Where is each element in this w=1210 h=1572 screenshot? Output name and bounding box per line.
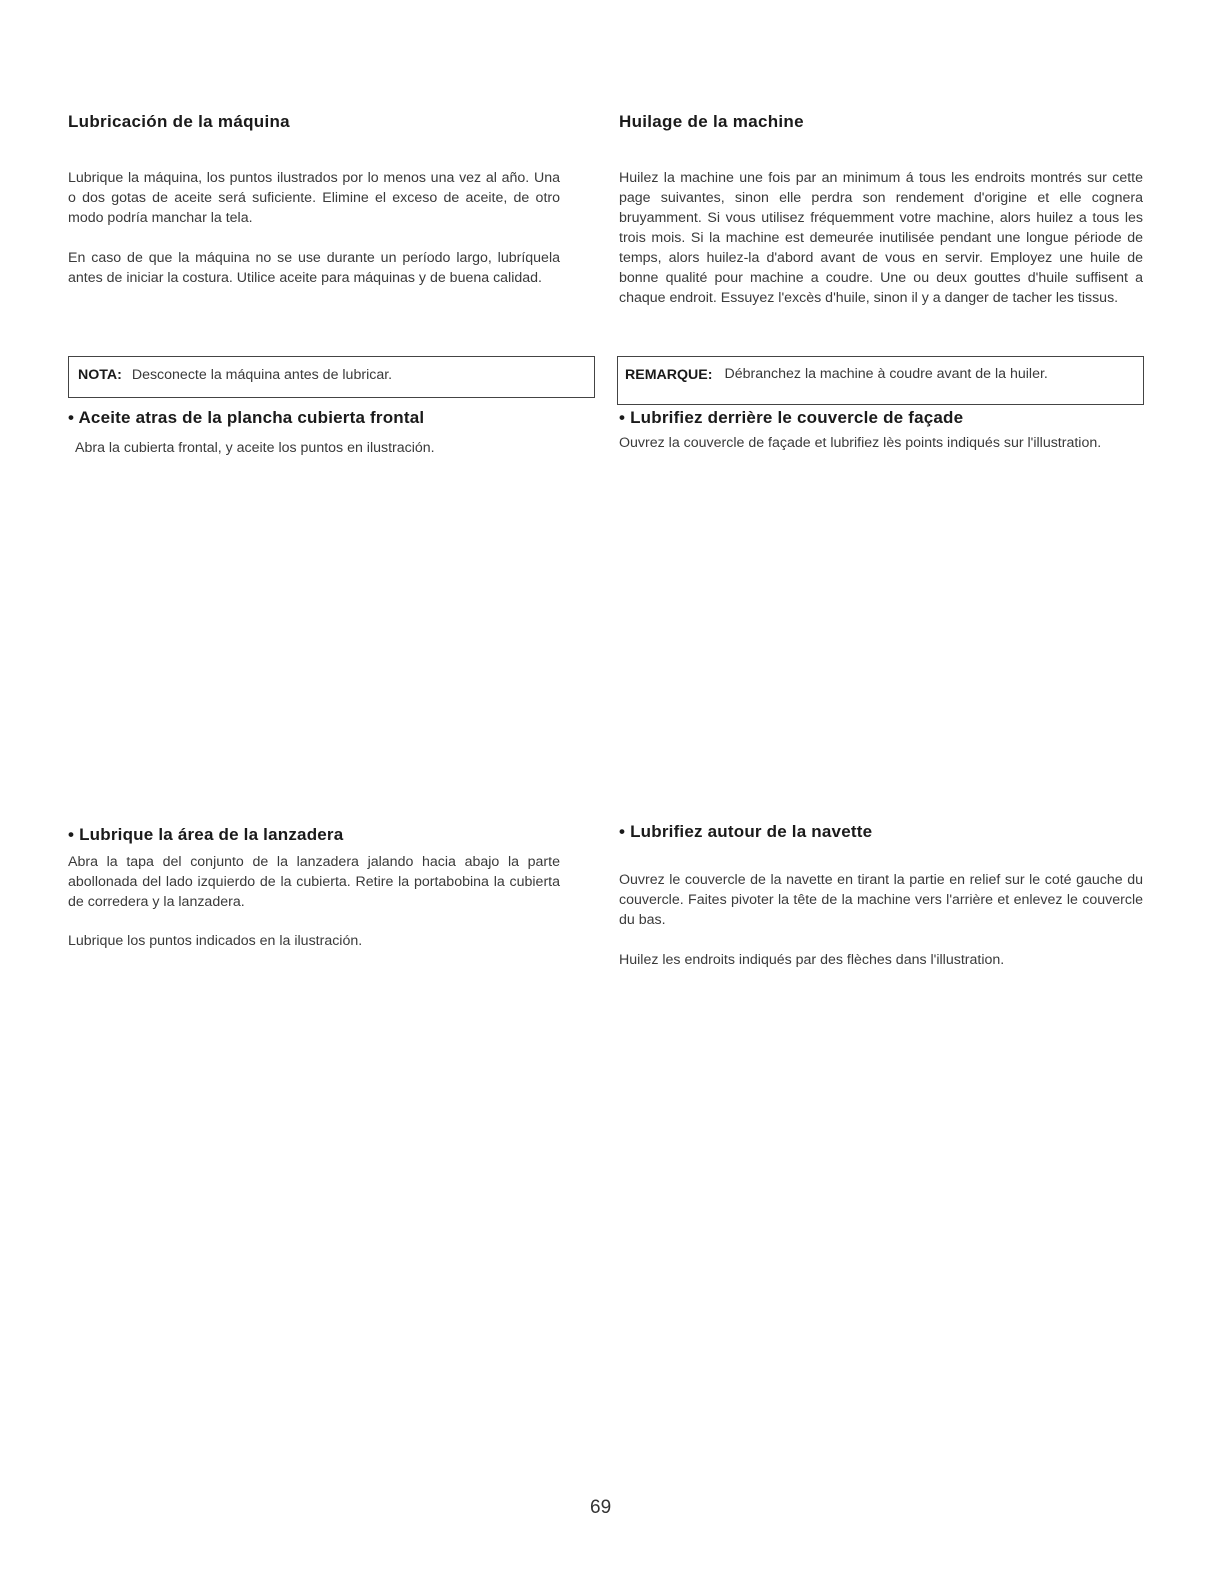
right-section-front-cover-text: Ouvrez la couvercle de façade et lubrifiez lès points indiqués sur l'illustration.: [619, 435, 1102, 451]
left-title: Lubricación de la máquina: [68, 112, 290, 131]
right-section-front-cover-title: • Lubrifiez derrière le couvercle de façade: [619, 408, 964, 427]
right-section-shuttle-title: • Lubrifiez autour de la navette: [619, 822, 873, 841]
right-note-text: Débranchez la machine à coudre avant de la huiler.: [724, 366, 1048, 382]
left-section-front-cover-text: Abra la cubierta frontal, y aceite los puntos en ilustración.: [75, 440, 435, 456]
right-section-shuttle-paragraph-1: Ouvrez le couvercle de la navette en tirant la partie en relief sur le coté gauche du couvercle. Faites pivoter la tête de la machine vers l'arrière et enlevez le couvercle du bas.: [619, 872, 1143, 928]
right-section-shuttle-paragraph-2: Huilez les endroits indiqués par des flèches dans l'illustration.: [619, 952, 1005, 968]
left-note-text: Desconecte la máquina antes de lubricar.: [131, 367, 393, 383]
left-note-label: NOTA:: [78, 367, 122, 383]
page-number: 69: [590, 1497, 612, 1518]
right-note-label: REMARQUE:: [625, 367, 713, 383]
right-title: Huilage de la machine: [619, 112, 804, 131]
left-section-shuttle-title: • Lubrique la área de la lanzadera: [68, 825, 344, 844]
left-section-shuttle-paragraph-1: Abra la tapa del conjunto de la lanzadera jalando hacia abajo la parte abollonada del lado izquierdo de la cubierta. Retire la portabobina la cubierta de corredera y la lanzadera.: [68, 854, 560, 910]
right-intro-paragraph: Huilez la machine une fois par an minimum á tous les endroits montrés sur cette page suivantes, sinon elle perdra son rendement d'origine et elle cognera bruyamment. Si vous utilisez fréquemment votre machine, alors huilez a tous les trois mois. Si la machine est demeurée inutilisée pendant une longue période de temps, alors huilez-la d'abord avant de vous en servir. Employez une huile de bonne qualité pour machine a coudre. Une ou deux gouttes d'huile suffisent a chaque endroit. Essuyez l'excès d'huile, sinon il y a danger de tacher les tissus.: [619, 170, 1143, 306]
left-intro-paragraph-1: Lubrique la máquina, los puntos ilustrados por lo menos una vez al año. Una o dos gotas de aceite será suficiente. Elimine el exceso de aceite, de otro modo podría manchar la tela.: [68, 170, 560, 226]
left-section-front-cover-title: • Aceite atras de la plancha cubierta frontal: [68, 408, 425, 427]
left-note-box: [68, 356, 595, 398]
left-section-shuttle-paragraph-2: Lubrique los puntos indicados en la ilustración.: [68, 933, 363, 949]
left-intro-paragraph-2: En caso de que la máquina no se use durante un período largo, lubríquela antes de iniciar la costura. Utilice aceite para máquinas y de buena calidad.: [68, 250, 560, 286]
right-note-box: [617, 356, 1144, 405]
